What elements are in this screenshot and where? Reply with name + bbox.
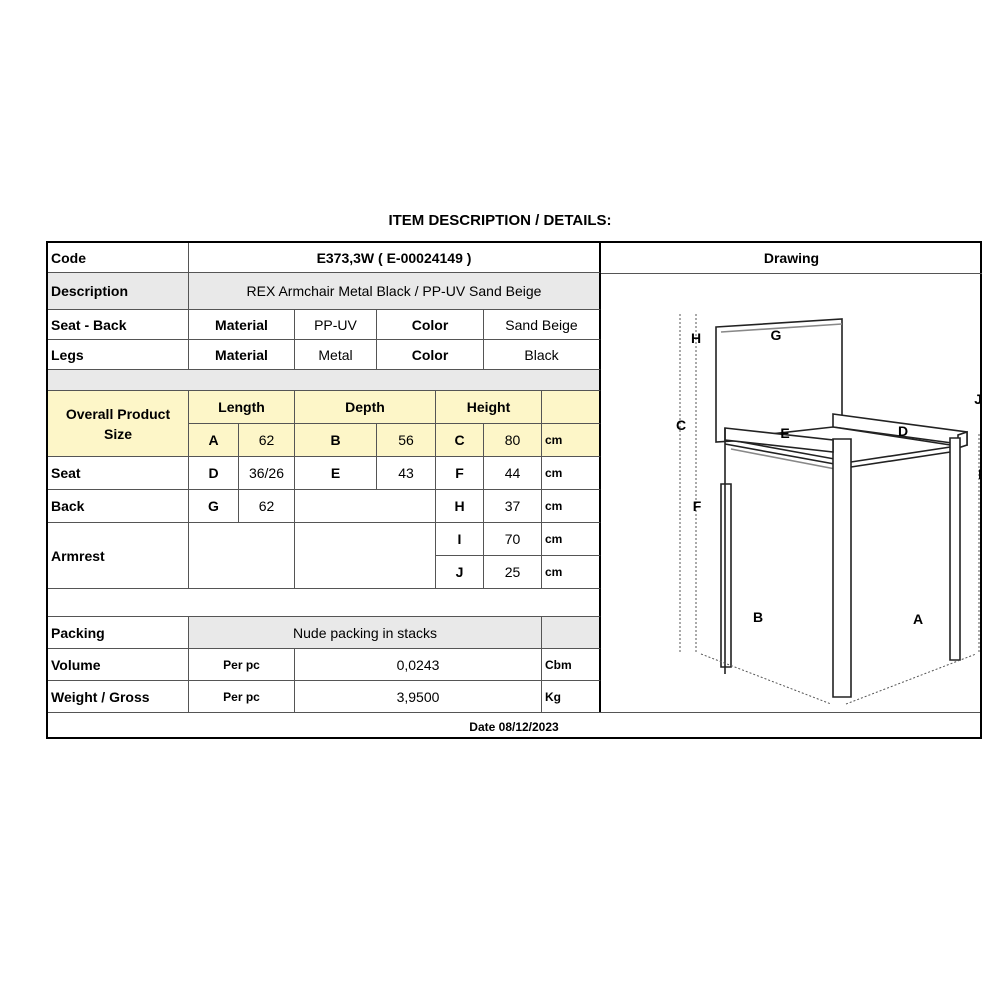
back-length-value: 62 <box>239 490 295 523</box>
letter-g: G <box>770 327 782 343</box>
armrest-j-value: 25 <box>484 556 542 589</box>
armrest-depth-empty <box>295 523 436 589</box>
depth-header: Depth <box>295 391 436 424</box>
seat-back-color-label: Color <box>377 310 484 340</box>
date-footer: Date 08/12/2023 <box>48 712 980 740</box>
seat-back-color: Sand Beige <box>484 310 601 340</box>
armrest-i-unit: cm <box>542 523 601 556</box>
armrest-label: Armrest <box>48 523 189 589</box>
letter-f: F <box>692 498 702 514</box>
letter-i: I <box>978 466 982 482</box>
overall-height-key: C <box>436 424 484 457</box>
overall-size-label: Overall Product Size <box>48 391 189 457</box>
back-height-key: H <box>436 490 484 523</box>
seat-back-material: PP-UV <box>295 310 377 340</box>
spacer-row <box>48 370 601 391</box>
code-label: Code <box>48 243 189 273</box>
spacer-row-2 <box>48 589 601 617</box>
code-value: E373,3W ( E-00024149 ) <box>189 243 601 273</box>
unit-header <box>542 391 601 424</box>
overall-depth-key: B <box>295 424 377 457</box>
volume-value: 0,0243 <box>295 649 542 681</box>
spec-sheet <box>46 241 982 739</box>
legs-color-label: Color <box>377 340 484 370</box>
back-length-key: G <box>189 490 239 523</box>
seat-length-value: 36/26 <box>239 457 295 490</box>
letter-j: J <box>974 391 982 407</box>
seat-height-key: F <box>436 457 484 490</box>
seat-back-label: Seat - Back <box>48 310 189 340</box>
volume-per: Per pc <box>189 649 295 681</box>
seat-back-material-label: Material <box>189 310 295 340</box>
weight-value: 3,9500 <box>295 681 542 712</box>
back-height-value: 37 <box>484 490 542 523</box>
seat-height-value: 44 <box>484 457 542 490</box>
back-unit: cm <box>542 490 601 523</box>
overall-unit: cm <box>542 424 601 457</box>
overall-length-key: A <box>189 424 239 457</box>
armrest-j-unit: cm <box>542 556 601 589</box>
seat-unit: cm <box>542 457 601 490</box>
seat-depth-value: 43 <box>377 457 436 490</box>
weight-unit: Kg <box>542 681 601 712</box>
drawing-header: Drawing <box>601 243 982 274</box>
packing-value: Nude packing in stacks <box>189 617 542 649</box>
overall-length-value: 62 <box>239 424 295 457</box>
legs-material: Metal <box>295 340 377 370</box>
letter-c: C <box>675 417 687 433</box>
packing-unit-empty <box>542 617 601 649</box>
height-header: Height <box>436 391 542 424</box>
seat-label: Seat <box>48 457 189 490</box>
armrest-i-value: 70 <box>484 523 542 556</box>
overall-height-value: 80 <box>484 424 542 457</box>
legs-label: Legs <box>48 340 189 370</box>
weight-per: Per pc <box>189 681 295 712</box>
legs-color: Black <box>484 340 601 370</box>
overall-depth-value: 56 <box>377 424 436 457</box>
seat-depth-key: E <box>295 457 377 490</box>
page-title: ITEM DESCRIPTION / DETAILS: <box>388 212 612 229</box>
letter-e: E <box>780 425 790 441</box>
volume-label: Volume <box>48 649 189 681</box>
seat-length-key: D <box>189 457 239 490</box>
description-label: Description <box>48 273 189 310</box>
legs-material-label: Material <box>189 340 295 370</box>
armrest-i-key: I <box>436 523 484 556</box>
weight-label: Weight / Gross <box>48 681 189 712</box>
armrest-length-empty <box>189 523 295 589</box>
back-depth-empty <box>295 490 436 523</box>
letter-b: B <box>752 609 764 625</box>
letter-a: A <box>912 611 924 627</box>
length-header: Length <box>189 391 295 424</box>
description-value: REX Armchair Metal Black / PP-UV Sand Beige <box>189 273 601 310</box>
armrest-j-key: J <box>436 556 484 589</box>
back-label: Back <box>48 490 189 523</box>
chair-drawing <box>601 274 982 712</box>
letter-d: D <box>897 423 909 439</box>
letter-h: H <box>690 330 702 346</box>
volume-unit: Cbm <box>542 649 601 681</box>
packing-label: Packing <box>48 617 189 649</box>
